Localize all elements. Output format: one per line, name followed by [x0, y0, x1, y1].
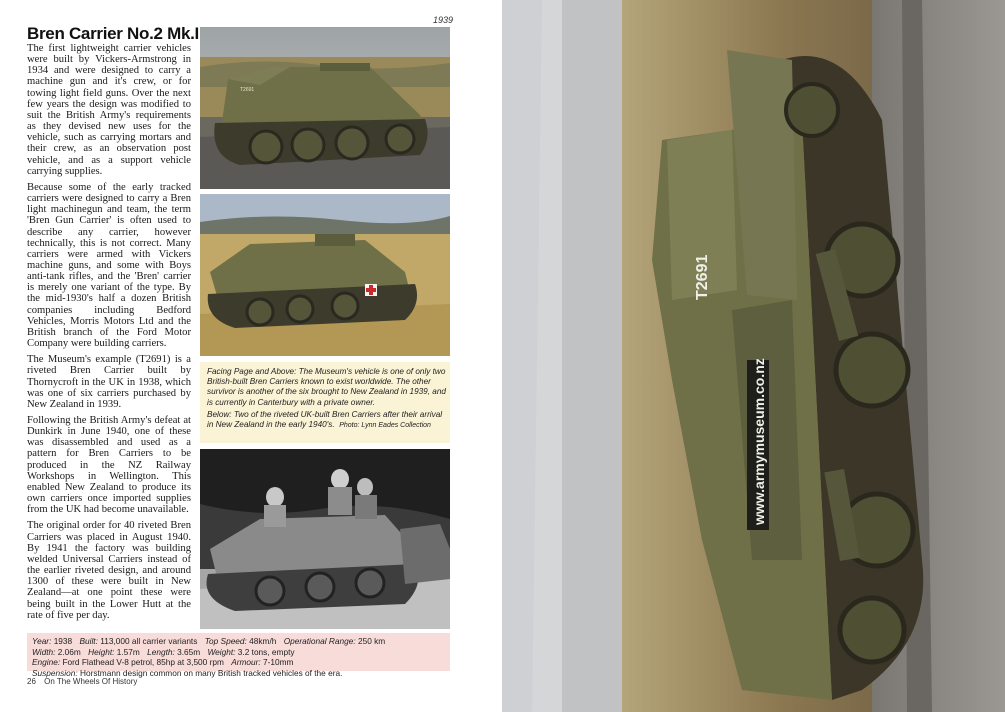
spec-length: Length: 3.65m — [147, 646, 201, 657]
caption-facing: Facing Page and Above: The Museum's vehicle is one of only two British-built Bren Carriers known to exist worldwide. The other survivor is another of the six brought to New Zealand in 1939, and is currently in Canterbury with a private owner. — [207, 367, 446, 407]
photo-caption — [200, 362, 450, 443]
spec-armour: Armour: 7-10mm — [231, 657, 294, 667]
spec-top-speed: Top Speed: 48km/h — [204, 636, 277, 646]
spec-box — [27, 633, 450, 678]
right-page-photo — [502, 0, 1005, 712]
side-website-text: www.armymuseum.co.nz — [751, 358, 767, 525]
body-paragraph: Following the British Army's defeat at Dunkirk in June 1940, one of these was disassembled and used as a pattern for Bren Carriers to be produced in the NZ Railway Workshops in Wellington. This enabled New Zealand to produce its own carriers once imported supplies from the UK had become unavailable. — [27, 415, 191, 516]
body-paragraph: The original order for 40 riveted Bren Carriers was placed in August 1940. By 1941 the factory was building welded Universal Carriers instead of the earlier riveted design, and around 1300 of these were built in New Zealand—at one point these were being built in the Lower Hutt at the rate of five per day. — [27, 520, 191, 621]
photo-number-text: T2691 — [240, 87, 255, 93]
spec-built: Built: 113,000 all carrier variants — [79, 636, 198, 646]
spec-engine: Engine: Ford Flathead V-8 petrol, 85hp at 3,500 rpm — [32, 657, 224, 667]
vehicle-number-text: T2691 — [694, 254, 711, 300]
spec-range: Operational Range: 250 km — [283, 636, 386, 646]
page-number: 26 — [27, 677, 36, 686]
body-paragraph: The first lightweight carrier vehicles were built by Vickers-Armstrong in 1934 and were designed to carry a machine gun and it's crew, or for towing light field guns. Over the next few years the design was modified to suit the British Army's requirements as they devised new uses for the vehicle, such as carrying mortars and their crew, as an observation post vehicle, and as a support vehicle carrying supplies. — [27, 43, 191, 177]
caption-below: Below: Two of the riveted UK-built Bren Carriers after their arrival in New Zealand in the early 1940's. — [207, 409, 443, 430]
caption-credit: Photo: Lynn Eades Collection — [339, 422, 431, 430]
spec-suspension: Suspension: Horstmann design common on many British tracked vehicles of the era. — [32, 667, 343, 678]
spec-height: Height: 1.57m — [88, 646, 140, 657]
photo-carrier-road — [200, 27, 450, 189]
body-paragraph: The Museum's example (T2691) is a riveted Bren Carrier built by Thornycroft in the UK in 1938, which was one of six carriers purchased by New Zealand in 1939. — [27, 354, 191, 410]
spec-width: Width: 2.06m — [32, 646, 81, 657]
photo-historical-bw — [200, 449, 450, 629]
year-tag: 1939 — [433, 15, 454, 25]
page-footer — [27, 677, 143, 686]
publication-name: On The Wheels Of History — [44, 677, 138, 686]
photo-carrier-field — [200, 194, 450, 356]
page-title: Bren Carrier No.2 Mk.I — [27, 24, 199, 43]
left-page — [0, 0, 502, 712]
spec-year: Year: 1938 — [32, 636, 73, 646]
body-paragraph: Because some of the early tracked carriers were designed to carry a Bren light machinegun and team, the term 'Bren Gun Carrier' is often used to describe any carrier, however technically, this is not correct. Many carriers were armed with Vickers machine guns, and some with Boys anti-tank rifles, and the 'Bren' carrier is merely one variant of the type. By the mid-1930's half a dozen British companies including Bedford Vehicles, Morris Motors Ltd and the British branch of the Ford Motor Company were building carriers. — [27, 181, 191, 350]
body-text — [27, 43, 191, 626]
spec-weight: Weight: 3.2 tons, empty — [207, 646, 295, 657]
